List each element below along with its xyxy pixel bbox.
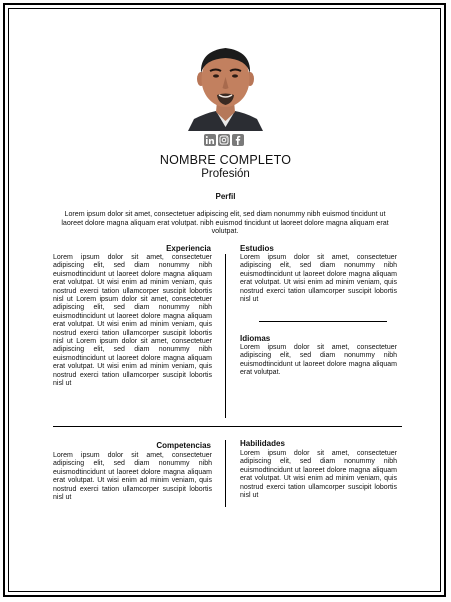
section-divider [53, 426, 402, 427]
experiencia-heading: Experiencia [166, 244, 211, 253]
perfil-heading: Perfil [215, 192, 236, 201]
linkedin-icon[interactable] [204, 134, 216, 146]
profession: Profesión [201, 168, 250, 180]
estudios-heading: Estudios [240, 244, 274, 253]
facebook-icon[interactable] [232, 134, 244, 146]
estudios-idiomas-divider [259, 321, 387, 322]
habilidades-text: Lorem ipsum dolor sit amet, consectetuer adipiscing elit, sed diam nonummy nibh euismodtincidunt ut laoreet dolore magna aliquam erat volutpat. Ut wisi enim ad minim veniam, quis nostrud exerci tation ullamcorper suscipit lobortis nisl ut [240, 450, 397, 500]
habilidades-heading: Habilidades [240, 439, 285, 448]
idiomas-text: Lorem ipsum dolor sit amet, consectetuer adipiscing elit, sed diam nonummy nibh euismodtincidunt ut laoreet dolore magna aliquam erat volutpat. [240, 344, 397, 377]
social-links [204, 134, 244, 146]
perfil-text: Lorem ipsum dolor sit amet, consectetuer adipiscing elit, sed diam nonummy nibh euismod tincidunt ut laoreet dolore magna aliquam erat volutpat. nibh euismod tincidunt ut laoreet dolore magna aliquam erat volutpat. [61, 210, 389, 236]
profile-photo [186, 43, 265, 131]
estudios-text: Lorem ipsum dolor sit amet, consectetuer adipiscing elit, sed diam nonummy nibh euismodtincidunt ut laoreet dolore magna aliquam erat volutpat. Ut wisi enim ad minim veniam, quis nostrud exerci tation ullamcorper suscipit lobortis nisl ut [240, 254, 397, 304]
column-divider-top [225, 254, 226, 418]
full-name: NOMBRE COMPLETO [159, 153, 292, 167]
column-divider-bottom [225, 440, 226, 507]
competencias-heading: Competencias [156, 441, 211, 450]
competencias-text: Lorem ipsum dolor sit amet, consectetuer adipiscing elit, sed diam nonummy nibh euismodtincidunt ut laoreet dolore magna aliquam erat volutpat. Ut wisi enim ad minim veniam, quis nostrud exerci tation ullamcorper suscipit lobortis nisl ut [53, 452, 212, 502]
idiomas-heading: Idiomas [240, 334, 271, 343]
experiencia-text: Lorem ipsum dolor sit amet, consectetuer adipiscing elit, sed diam nonummy nibh euismodtincidunt ut laoreet dolore magna aliquam erat volutpat. Ut wisi enim ad minim veniam, quis nostrud exerci tation ullamcorper suscipit lobortis nisl ut Lorem ipsum dolor sit amet, consectetuer adipiscing elit, sed diam nonummy nibh euismodtincidunt ut laoreet dolore magna aliquam erat volutpat. Ut wisi enim ad minim veniam, quis nostrud exerci tation ullamcorper suscipit lobortis nisl ut Lorem ipsum dolor sit amet, consectetuer adipiscing elit, sed diam nonummy nibh euismodtincidunt ut laoreet dolore magna aliquam erat volutpat. Ut wisi enim ad minim veniam, quis nostrud exerci tation ullamcorper suscipit lobortis nisl ut [53, 254, 212, 388]
instagram-icon[interactable] [218, 134, 230, 146]
